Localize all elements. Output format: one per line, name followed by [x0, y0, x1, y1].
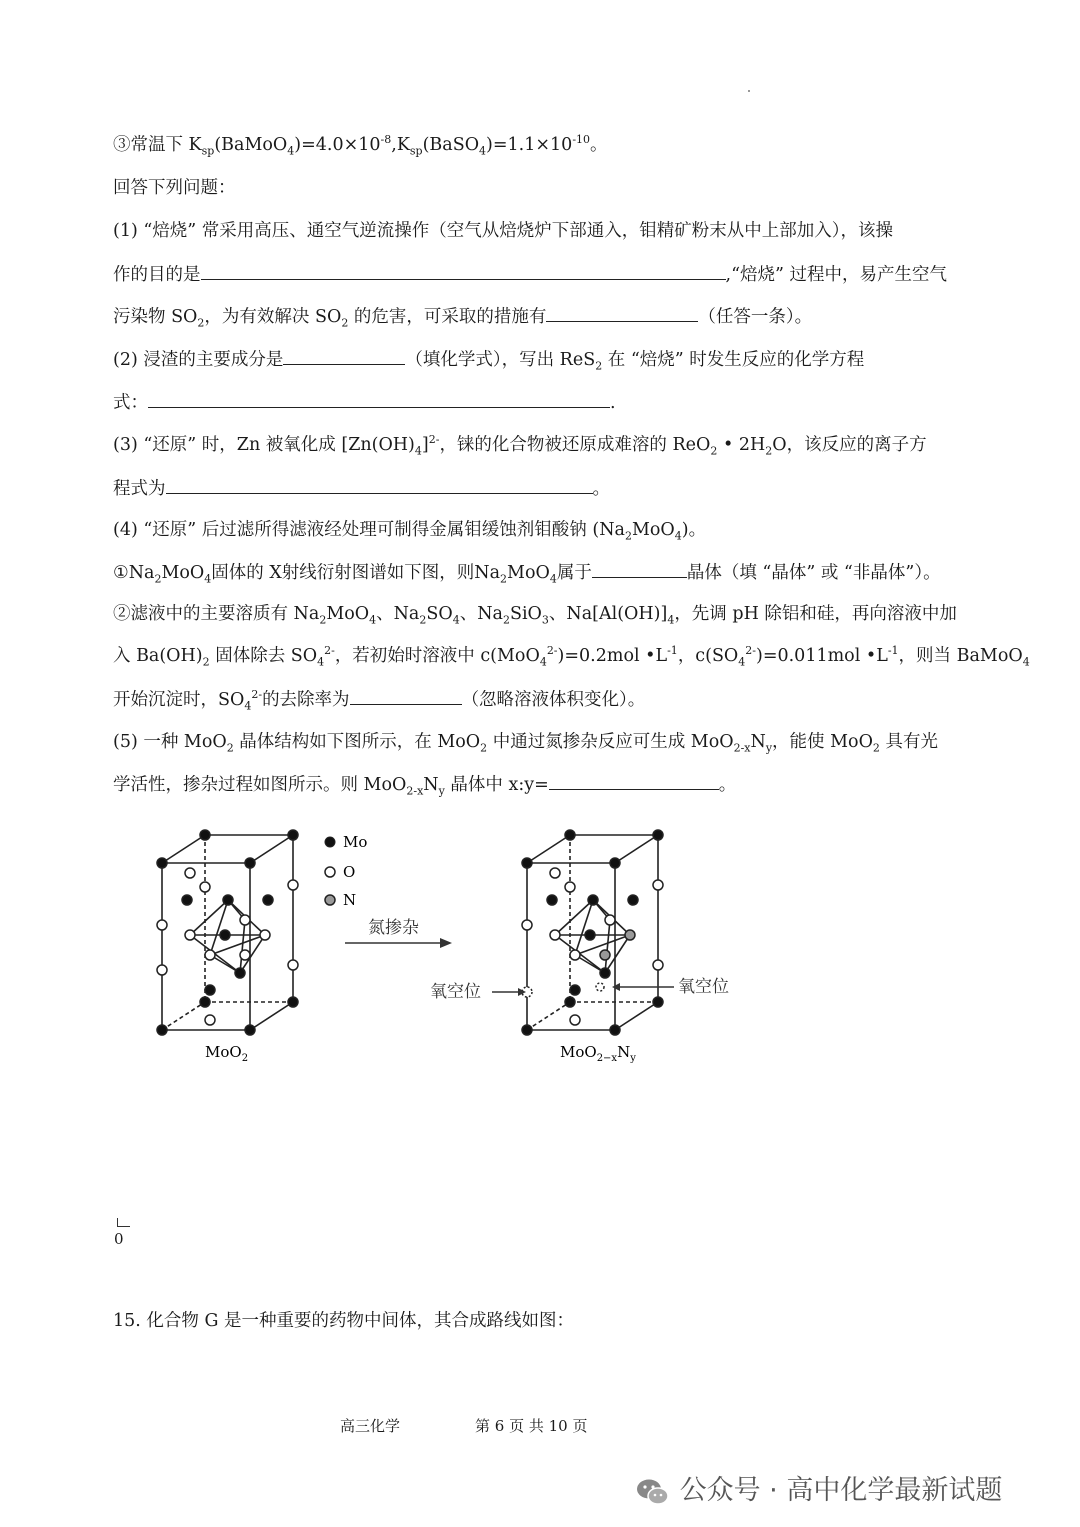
mo-atom [585, 930, 595, 940]
answer-blank-3[interactable] [166, 477, 593, 494]
vacancy-label-left: 氧空位 [430, 982, 481, 1002]
o-atom [570, 1015, 580, 1025]
o-atom [200, 882, 210, 892]
legend-n-marker [325, 895, 335, 905]
legend-o-label: O [343, 863, 356, 881]
question-5-line-2: 学活性，掺杂过程如图所示。则 $MoO_{2-x}N_y$ 晶体中 x:y= 。 [113, 775, 737, 798]
answer-blank-4a[interactable] [592, 561, 687, 578]
mo-atom [565, 830, 575, 840]
mo-atom [288, 830, 298, 840]
o-atom [240, 950, 250, 960]
question-4-intro: (4) “还原” 后过滤所得滤液经处理可制得金属钼缓蚀剂钼酸钠 $(Na_2MoO_4)$。 [113, 520, 707, 543]
o-atom [185, 868, 195, 878]
scan-speck [748, 90, 750, 92]
axis-corner-mark [117, 1218, 130, 1227]
mo-atom [600, 968, 610, 978]
condition-3: ③常温下 $K_{sp}(BaMoO_4)=4.0\times 10^{-8},K_{sp}(BaSO_4)=1.1\times 10^{-10}$。 [113, 133, 608, 158]
answer-blank-4b[interactable] [350, 688, 462, 705]
question-1-line-3: 污染物 $SO_2$，为有效解决 $SO_2$ 的危害，可采取的措施有 （任答一条）。 [113, 307, 813, 330]
question-4-part-1: $①Na_2MoO_4$固体的 X射线衍射图谱如下图，则$Na_2MoO_4$属于 晶体（填 “晶体” 或 “非晶体”）。 [113, 563, 941, 586]
o-atom [605, 915, 615, 925]
footer-page-number: 第 6 页 共 10 页 [475, 1417, 588, 1435]
mo-atom [522, 858, 532, 868]
axis-zero-label: 0 [114, 1230, 124, 1248]
o-atom [550, 868, 560, 878]
o-atom [260, 930, 270, 940]
arrow-label: 氮掺杂 [368, 918, 419, 938]
mo-atom [223, 895, 233, 905]
question-1-line-1: (1) “焙烧” 常采用高压、通空气逆流操作（空气从焙烧炉下部通入，钼精矿粉末从中上部加入），该操 [113, 221, 894, 241]
answer-blank-2a[interactable] [283, 348, 405, 365]
o-atom [205, 1015, 215, 1025]
question-2-line-2: 式： . [113, 393, 616, 413]
question-4-part-2-line-1: ②滤液中的主要溶质有 $Na_2MoO_4$、$Na_2SO_4$、$Na_2SiO_3$、$Na[Al(OH)]_4$，先调 pH 除铝和硅，再向溶液中加 [113, 604, 957, 627]
mo-atom [565, 997, 575, 1007]
n-atom [625, 930, 635, 940]
mo-atom [610, 1025, 620, 1035]
o-atom [550, 930, 560, 940]
mo-atom [200, 830, 210, 840]
o-atom [185, 930, 195, 940]
watermark-text: 公众号 · 高中化学最新试题 [679, 1475, 1003, 1506]
answer-blank-1a[interactable] [201, 263, 726, 280]
answer-blank-2b[interactable] [148, 391, 610, 408]
wechat-icon [635, 1477, 671, 1507]
mo-atom [200, 997, 210, 1007]
footer-subject: 高三化学 [340, 1417, 401, 1435]
o-atom [570, 950, 580, 960]
mo-atom [547, 895, 557, 905]
legend-o-marker [325, 867, 335, 877]
o-atom [565, 882, 575, 892]
crystal-structure-diagram [150, 825, 750, 1075]
o-atom [522, 920, 532, 930]
question-5-line-1: (5) 一种 MoO$_2$ 晶体结构如下图所示，在 MoO$_2$ 中通过氮掺杂反应可生成 $MoO_{2-x}N_y$，能使 MoO$_2$ 具有光 [113, 732, 938, 755]
o-atom [157, 965, 167, 975]
mo-atom [570, 985, 580, 995]
legend [325, 833, 367, 909]
mo-atom [182, 895, 192, 905]
question-4-part-2-line-3: 开始沉淀时，$SO_4^{2-}$的去除率为 （忽略溶液体积变化）。 [113, 688, 646, 713]
o-atom [653, 960, 663, 970]
right-caption: $MoO_{2-x}N_y$ [560, 1043, 636, 1064]
mo-atom [220, 930, 230, 940]
mo-atom [157, 858, 167, 868]
o-atom [157, 920, 167, 930]
question-2-line-1: (2) 浸渣的主要成分是 （填化学式），写出 ReS$_2$ 在 “焙烧” 时发生反应的化学方程 [113, 350, 865, 373]
question-1-line-2: 作的目的是 ,“焙烧” 过程中，易产生空气 [113, 265, 948, 285]
answer-blank-5[interactable] [549, 773, 719, 790]
o-atom [240, 915, 250, 925]
n-atom [600, 950, 610, 960]
mo-atom [588, 895, 598, 905]
o-atom [288, 880, 298, 890]
legend-n-label: N [343, 891, 357, 909]
vacancy-label-right: 氧空位 [678, 977, 729, 997]
mo-atom [235, 968, 245, 978]
mo-atom [288, 997, 298, 1007]
mo-atom [522, 1025, 532, 1035]
mo-atom [653, 830, 663, 840]
mo-atom [263, 895, 273, 905]
mo-atom [610, 858, 620, 868]
left-caption: MoO$_2$ [205, 1043, 249, 1064]
mo-atom [245, 1025, 255, 1035]
o-atom [653, 880, 663, 890]
question-15: 15. 化合物 G 是一种重要的药物中间体，其合成路线如图： [113, 1311, 574, 1331]
mo-atom [245, 858, 255, 868]
answer-blank-1b[interactable] [546, 305, 698, 322]
legend-mo-marker [325, 837, 335, 847]
watermark [635, 1468, 1002, 1507]
question-3-line-2: 程式为 。 [113, 479, 610, 499]
legend-mo-label: Mo [343, 833, 368, 851]
oxygen-vacancy [596, 983, 604, 991]
mo-atom [628, 895, 638, 905]
question-4-part-2-line-2: 入 $Ba(OH)_2$ 固体除去 $SO_4^{2-}$，若初始时溶液中 c(MoO$_4^{2-}$)=0.2mol $•L^{-1}$，$c(SO_4^{2-})=0.011mol$ $•L^{-1}$，则当 BaMoO$_4$ [113, 644, 1030, 669]
o-atom [205, 950, 215, 960]
instruction: 回答下列问题： [113, 178, 236, 198]
mo-atom [157, 1025, 167, 1035]
o-atom [288, 960, 298, 970]
arrow-head [440, 938, 452, 948]
mo-atom [205, 985, 215, 995]
mo-atom [653, 997, 663, 1007]
question-3-line-1: (3) “还原” 时，Zn 被氧化成 $[Zn(OH)_4]^{2-}$，铼的化合物被还原成难溶的 ReO$_2$ • $2H_2O$，该反应的离子方 [113, 433, 927, 458]
